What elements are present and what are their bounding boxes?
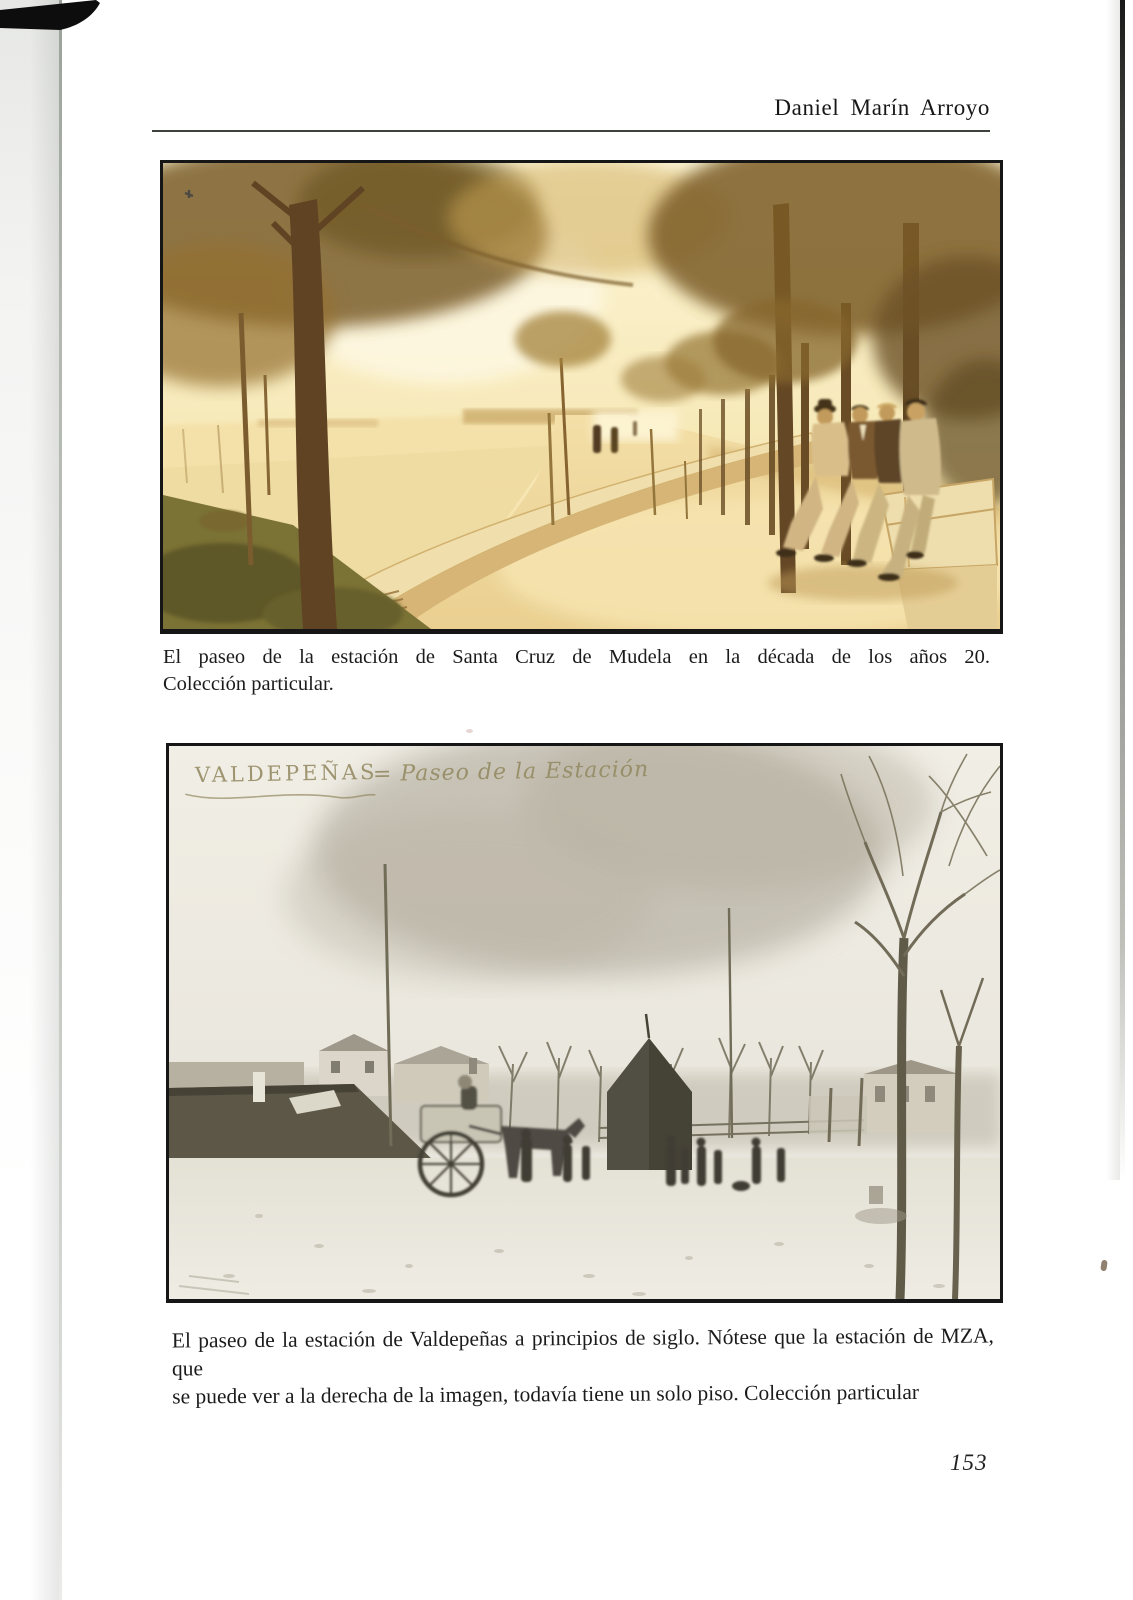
book-spine-corner [0,0,110,40]
caption1-line2: Colección particular. [163,673,334,695]
grain-wash [169,746,1000,1299]
photo-santa-cruz-promenade [160,160,1003,634]
caption-figure2 [172,1321,994,1410]
inscription-text: = Paseo de la Estación [372,757,650,787]
caption-figure1 [163,644,990,698]
sepia-wash [163,163,1000,629]
inscription-place: VALDEPEÑAS [194,759,378,788]
photo-valdepenas-paseo [166,743,1003,1303]
scan-speck [1100,1260,1107,1272]
page-number: 153 [950,1450,988,1475]
right-page-edge-shadow [1106,0,1120,1180]
page-crease-line [59,0,62,1600]
page-curve-shadow [30,0,60,1600]
caption1-line1: El paseo de la estación de Santa Cruz de Mudela en la década de los años 20. [163,646,990,668]
right-page-edge-line [1120,0,1125,1180]
caption2-line2: se puede ver a la derecha de la imagen, todavía tiene un solo piso. Colección particular [172,1379,920,1409]
photo1-scene [163,163,1000,629]
photo2-scene [169,746,1000,1299]
caption2-line1: El paseo de la estación de Valdepeñas a principios de siglo. Nótese que la estación de MZA, que [171,1323,994,1381]
header-rule [152,130,990,132]
scan-speck-small [466,729,473,733]
running-header-author: Daniel Marín Arroyo [774,95,990,120]
